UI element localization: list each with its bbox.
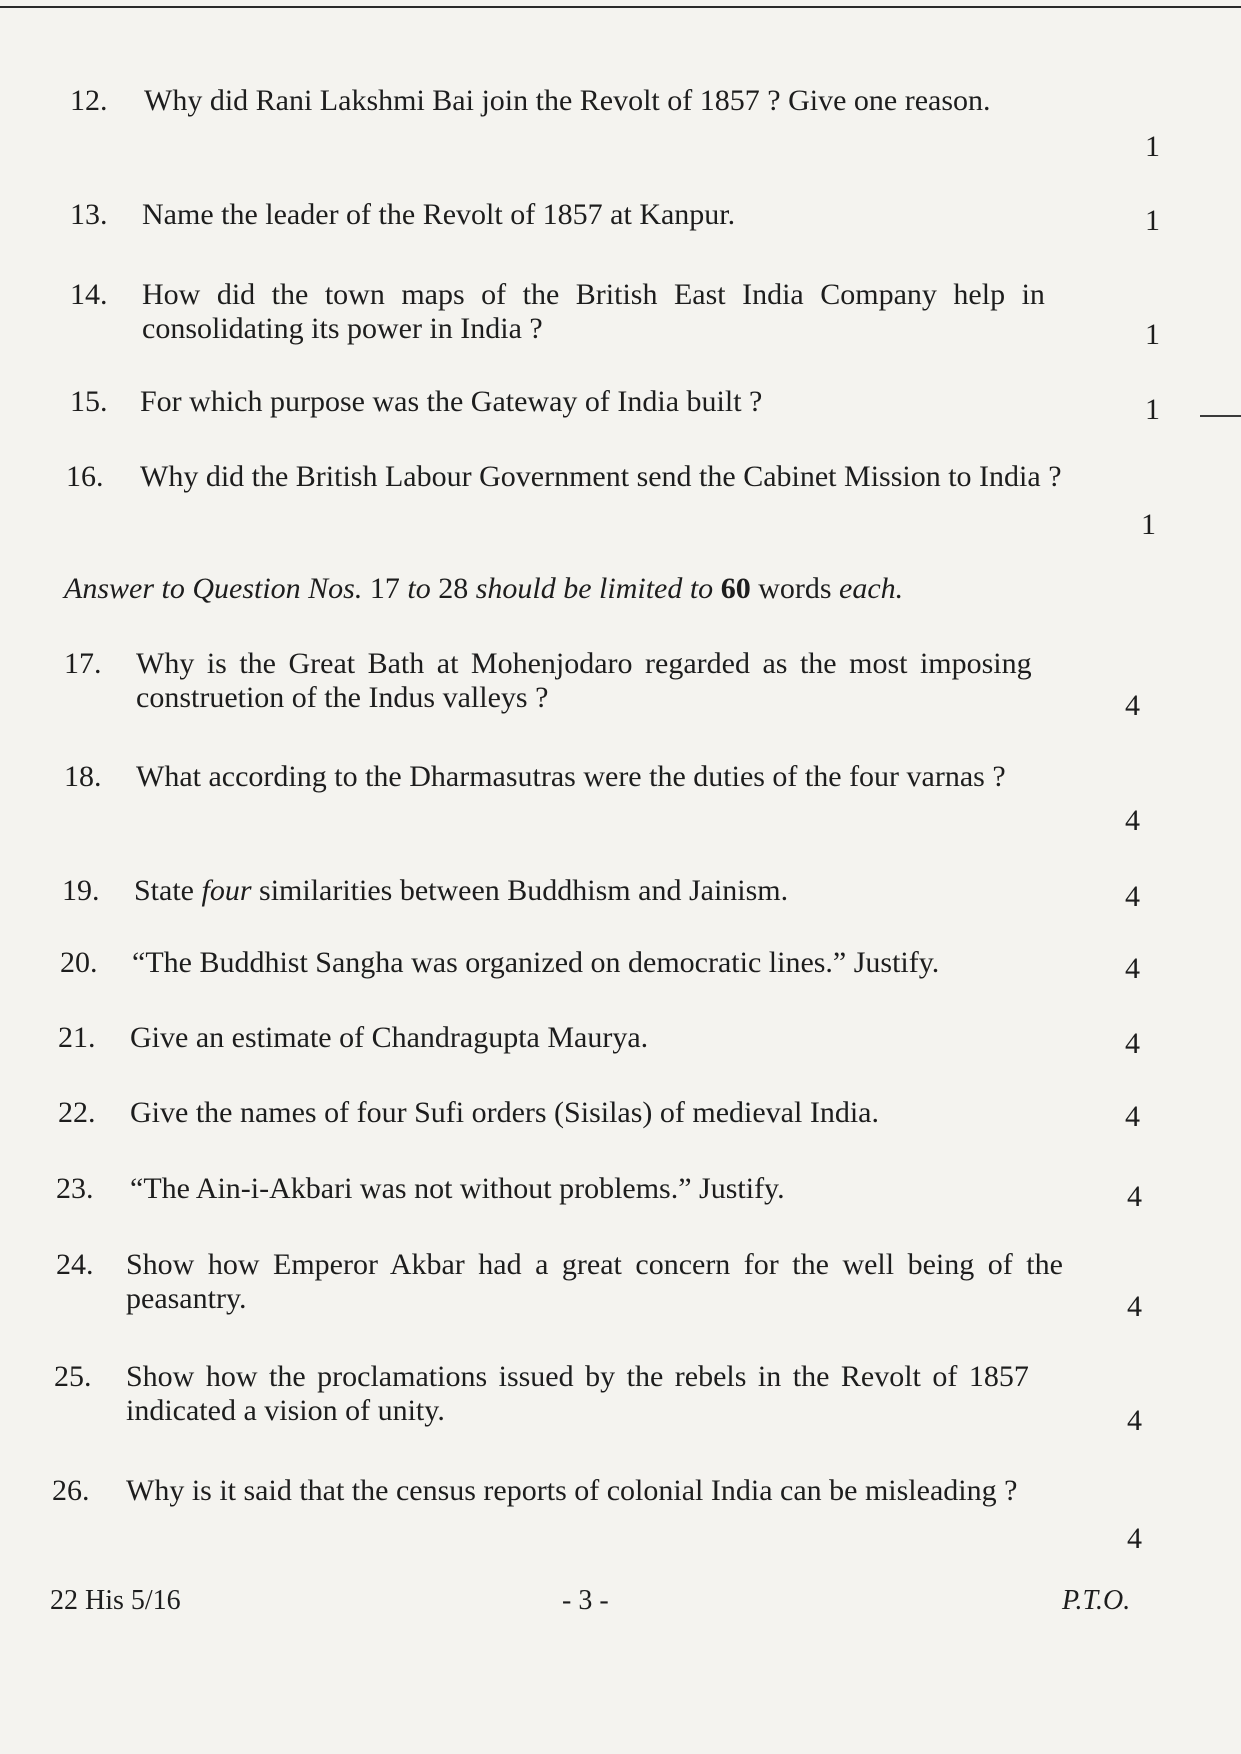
question-13: [70, 198, 1160, 238]
instruction-text: should be limited to: [468, 572, 721, 605]
question-text: What according to the Dharmasutras were the duties of the four varnas ?: [136, 760, 1006, 793]
margin-mark: [1200, 415, 1241, 417]
question-marks: 4: [1125, 804, 1140, 837]
paper-code: 22 His 5/16: [50, 1585, 181, 1616]
question-marks: 1: [1145, 130, 1160, 163]
question-marks: 4: [1125, 689, 1140, 722]
question-text-line-1: [126, 1248, 1144, 1282]
question-text: How did the town maps of the British East India Company help in: [142, 278, 1045, 311]
question-text-line-1: [142, 278, 1160, 312]
question-text: State four similarities between Buddhism and Jainism.: [134, 874, 789, 907]
question-number: 16.: [66, 460, 104, 493]
question-12: [70, 84, 1160, 164]
question-number: 17.: [64, 647, 102, 680]
question-number: 26.: [52, 1474, 90, 1507]
question-text: Show how Emperor Akbar had a great concern for the well being of the: [126, 1248, 1063, 1281]
question-text-line-1: [126, 1360, 1144, 1394]
question-number: 14.: [70, 278, 108, 311]
question-text: Give an estimate of Chandragupta Maurya.: [130, 1021, 649, 1054]
question-15: [70, 385, 1160, 429]
question-20: [60, 946, 1154, 990]
instruction-text: Answer to Question Nos.: [64, 572, 370, 605]
instruction-number: 28: [438, 572, 469, 605]
question-number: 18.: [64, 760, 102, 793]
question-text-line-1: [136, 647, 1154, 681]
question-number: 24.: [56, 1248, 94, 1281]
question-text: Why did Rani Lakshmi Bai join the Revolt of 1857 ? Give one reason.: [144, 84, 991, 117]
emphasis: four: [201, 874, 252, 907]
question-text-line-2: consolidating its power in India ?: [142, 312, 543, 345]
question-14: [70, 278, 1160, 350]
question-marks: 4: [1127, 1290, 1142, 1323]
question-marks: 4: [1127, 1404, 1142, 1437]
instruction-word-limit: 60: [720, 572, 751, 605]
question-number: 21.: [58, 1021, 96, 1054]
question-25: [54, 1360, 1154, 1436]
question-text: Show how the proclamations issued by the rebels in the Revolt of 1857: [126, 1360, 1029, 1393]
question-text: Name the leader of the Revolt of 1857 at Kanpur.: [142, 198, 736, 231]
question-marks: 4: [1125, 1100, 1140, 1133]
page-number: - 3 -: [562, 1585, 609, 1616]
question-text: “The Buddhist Sangha was organized on democratic lines.” Justify.: [132, 946, 940, 979]
question-24: [56, 1248, 1154, 1324]
question-text: “The Ain-i-Akbari was not without problems.” Justify.: [130, 1172, 785, 1205]
question-17: [64, 647, 1154, 721]
instruction-text: each.: [839, 572, 904, 605]
question-26: [52, 1474, 1154, 1556]
question-text: Why is the Great Bath at Mohenjodaro regarded as the most imposing: [136, 647, 1032, 680]
question-number: 25.: [54, 1360, 92, 1393]
question-marks: 4: [1127, 1522, 1142, 1555]
question-text: Why is it said that the census reports of colonial India can be misleading ?: [126, 1474, 1018, 1507]
section-instruction: [64, 572, 903, 606]
instruction-number: 17: [369, 572, 400, 605]
question-16: [66, 460, 1160, 540]
question-23: [56, 1172, 1154, 1216]
instruction-text: to: [399, 572, 439, 605]
question-number: 22.: [58, 1096, 96, 1129]
question-text: For which purpose was the Gateway of India built ?: [140, 385, 763, 418]
top-rule: [0, 6, 1241, 8]
question-text-line-2: peasantry.: [126, 1282, 247, 1315]
question-22: [58, 1096, 1154, 1140]
question-marks: 1: [1145, 393, 1160, 426]
question-number: 19.: [62, 874, 100, 907]
question-18: [64, 760, 1154, 840]
question-text-line-2: indicated a vision of unity.: [126, 1394, 445, 1427]
question-marks: 1: [1145, 318, 1160, 351]
question-marks: 4: [1125, 952, 1140, 985]
question-19: [62, 874, 1154, 918]
question-marks: 1: [1145, 204, 1160, 237]
question-number: 23.: [56, 1172, 94, 1205]
question-marks: 4: [1125, 1027, 1140, 1060]
question-number: 20.: [60, 946, 98, 979]
question-marks: 4: [1125, 880, 1140, 913]
question-number: 13.: [70, 198, 108, 231]
question-21: [58, 1021, 1154, 1065]
question-marks: 1: [1141, 508, 1156, 541]
please-turn-over: P.T.O.: [1062, 1585, 1131, 1616]
question-number: 15.: [70, 385, 108, 418]
question-text: Give the names of four Sufi orders (Sisilas) of medieval India.: [130, 1096, 879, 1129]
question-text: Why did the British Labour Government send the Cabinet Mission to India ?: [140, 460, 1062, 493]
instruction-text: words: [750, 572, 840, 605]
question-text-line-2: construetion of the Indus valleys ?: [136, 681, 549, 714]
question-number: 12.: [70, 84, 108, 117]
question-marks: 4: [1127, 1180, 1142, 1213]
